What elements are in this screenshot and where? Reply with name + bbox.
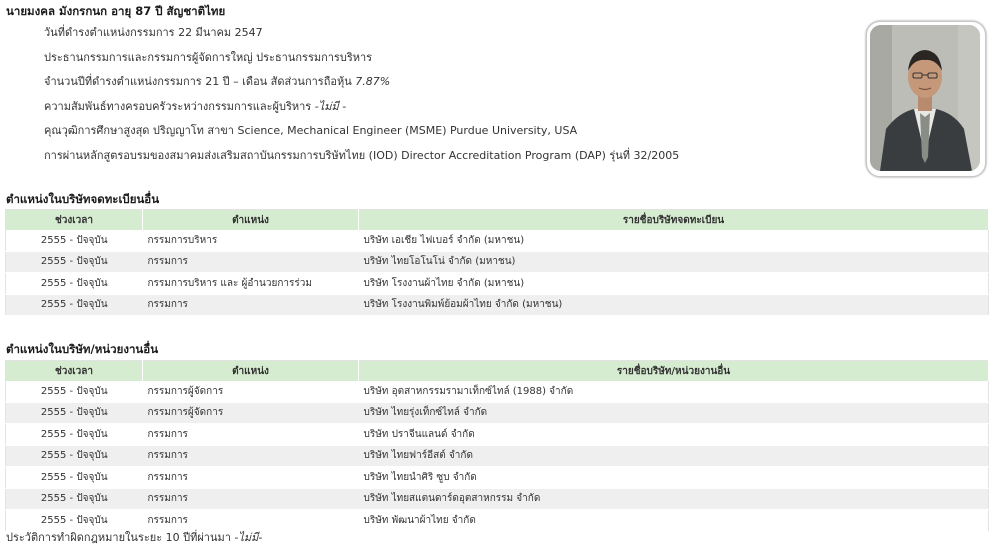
- cell-period: 2555 - ปัจจุบัน: [6, 402, 143, 424]
- person-info: [44, 26, 679, 173]
- cell-position: กรรมการบริหาร: [143, 230, 359, 251]
- column-header-position: ตำแหน่ง: [143, 361, 359, 382]
- cell-organization: บริษัท ไทยรุ่งเท็กซ์ไทล์ จำกัด: [359, 402, 989, 424]
- column-header-position: ตำแหน่ง: [143, 210, 359, 231]
- person-name: นายมงคล มังกรกนก อายุ 87 ปี สัญชาติไทย: [6, 4, 226, 18]
- info-training: การผ่านหลักสูตรอบรมของสมาคมส่งเสริมสถาบันกรรมการบริษัทไทย (IOD) Director Accreditation Program (DAP) รุ่นที่ 32/2005: [44, 148, 680, 162]
- other-companies-table: [5, 360, 989, 532]
- cell-position: กรรมการผู้จัดการ: [143, 402, 359, 424]
- table-row: [6, 230, 989, 251]
- table-row: [6, 273, 989, 295]
- column-header-period: ช่วงเวลา: [6, 210, 143, 231]
- info-family-relation: ความสัมพันธ์ทางครอบครัวระหว่างกรรมการและผู้บริหาร -ไม่มี -: [44, 99, 347, 113]
- table-row: [6, 424, 989, 446]
- column-header-organization: รายชื่อบริษัท/หน่วยงานอื่น: [359, 361, 989, 382]
- info-tenure-shareholding: จำนวนปีที่ดำรงตำแหน่งกรรมการ 21 ปี – เดือน สัดส่วนการถือหุ้น 7.87%: [44, 75, 391, 88]
- cell-organization: บริษัท ไทยฟาร์อีสต์ จำกัด: [359, 445, 989, 467]
- column-header-period: ช่วงเวลา: [6, 361, 143, 382]
- cell-organization: บริษัท พัฒนาผ้าไทย จำกัด: [359, 510, 989, 532]
- cell-period: 2555 - ปัจจุบัน: [6, 230, 143, 251]
- table-header-row: [6, 210, 989, 231]
- cell-position: กรรมการบริหาร และ ผู้อำนวยการร่วม: [143, 273, 359, 295]
- table-row: [6, 467, 989, 489]
- cell-period: 2555 - ปัจจุบัน: [6, 381, 143, 402]
- info-position: ประธานกรรมการและกรรมการผู้จัดการใหญ่ ประธานกรรมการบริหาร: [44, 50, 373, 64]
- cell-period: 2555 - ปัจจุบัน: [6, 424, 143, 446]
- info-appointment-date: วันที่ดำรงตำแหน่งกรรมการ 22 มีนาคม 2547: [44, 26, 263, 39]
- cell-period: 2555 - ปัจจุบัน: [6, 445, 143, 467]
- table-row: [6, 402, 989, 424]
- cell-period: 2555 - ปัจจุบัน: [6, 273, 143, 295]
- table-header-row: [6, 361, 989, 382]
- portrait-illustration: [870, 25, 980, 171]
- cell-organization: บริษัท ปราจีนแลนด์ จำกัด: [359, 424, 989, 446]
- other-companies-title: ตำแหน่งในบริษัท/หน่วยงานอื่น: [6, 342, 159, 356]
- cell-position: กรรมการ: [143, 294, 359, 316]
- cell-company: บริษัท โรงงานผ้าไทย จำกัด (มหาชน): [359, 273, 989, 295]
- column-header-company: รายชื่อบริษัทจดทะเบียน: [359, 210, 989, 231]
- table-row: [6, 445, 989, 467]
- listed-companies-table: [5, 209, 989, 316]
- cell-company: บริษัท ไทยโอโนโน่ จำกัด (มหาชน): [359, 251, 989, 273]
- cell-period: 2555 - ปัจจุบัน: [6, 467, 143, 489]
- table-row: [6, 381, 989, 402]
- cell-period: 2555 - ปัจจุบัน: [6, 251, 143, 273]
- table-row: [6, 294, 989, 316]
- cell-position: กรรมการ: [143, 488, 359, 510]
- info-education: คุณวุฒิการศึกษาสูงสุด ปริญญาโท สาขา Science, Mechanical Engineer (MSME) Purdue University, USA: [44, 124, 578, 137]
- cell-period: 2555 - ปัจจุบัน: [6, 488, 143, 510]
- cell-organization: บริษัท ไทยสแตนดาร์ดอุตสาหกรรม จำกัด: [359, 488, 989, 510]
- legal-record-note: ประวัติการทำผิดกฎหมายในระยะ 10 ปีที่ผ่านมา -ไม่มี-: [6, 531, 263, 544]
- cell-period: 2555 - ปัจจุบัน: [6, 294, 143, 316]
- listed-companies-title: ตำแหน่งในบริษัทจดทะเบียนอื่น: [6, 192, 160, 206]
- cell-period: 2555 - ปัจจุบัน: [6, 510, 143, 532]
- cell-position: กรรมการ: [143, 467, 359, 489]
- portrait-photo: [870, 25, 980, 171]
- cell-position: กรรมการ: [143, 445, 359, 467]
- cell-position: กรรมการ: [143, 510, 359, 532]
- table-row: [6, 488, 989, 510]
- cell-position: กรรมการ: [143, 424, 359, 446]
- cell-organization: บริษัท ไทยนำศิริ ซูบ จำกัด: [359, 467, 989, 489]
- table-row: [6, 251, 989, 273]
- cell-company: บริษัท เอเชีย ไฟเบอร์ จำกัด (มหาชน): [359, 230, 989, 251]
- cell-company: บริษัท โรงงานพิมพ์ย้อมผ้าไทย จำกัด (มหาชน): [359, 294, 989, 316]
- cell-position: กรรมการ: [143, 251, 359, 273]
- portrait-frame: [866, 21, 986, 177]
- cell-organization: บริษัท อุตสาหกรรมรามาเท็กซ์ไทล์ (1988) จำกัด: [359, 381, 989, 402]
- cell-position: กรรมการผู้จัดการ: [143, 381, 359, 402]
